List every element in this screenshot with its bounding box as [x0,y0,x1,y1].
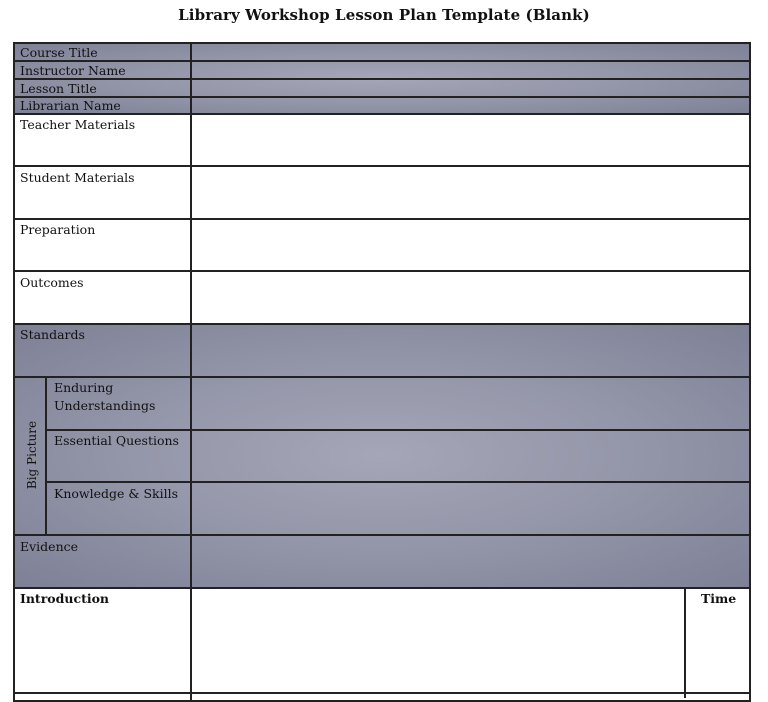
enduring-label-line1: Enduring [54,380,114,395]
course-title-label: Course Title [20,45,98,60]
essential-questions-label: Essential Questions [54,433,179,448]
form-frame [13,42,751,702]
row-divider [13,165,751,167]
row-divider [13,218,751,220]
row-divider [13,60,751,62]
time-label: Time [701,591,737,606]
preparation-label: Preparation [20,222,96,237]
row-divider [13,270,751,272]
column-divider [45,377,47,535]
enduring-label-line2: Understandings [54,398,156,413]
column-divider [190,42,192,702]
column-divider [684,588,686,698]
row-divider [46,481,751,483]
student-materials-label: Student Materials [20,170,135,185]
row-divider [46,429,751,431]
row-divider [13,113,751,115]
row-divider [13,587,751,589]
outcomes-label: Outcomes [20,275,84,290]
row-divider [13,692,751,694]
instructor-name-label: Instructor Name [20,63,126,78]
row-divider [13,323,751,325]
lesson-title-label: Lesson Title [20,81,97,96]
big-picture-label: Big Picture [25,420,39,490]
librarian-name-label: Librarian Name [20,98,121,113]
row-divider [13,376,751,378]
evidence-label: Evidence [20,539,79,554]
teacher-materials-label: Teacher Materials [20,117,136,132]
row-divider [13,96,751,98]
standards-label: Standards [20,327,85,342]
introduction-label: Introduction [20,591,110,606]
row-divider [13,78,751,80]
page-title: Library Workshop Lesson Plan Template (Blank) [178,6,590,24]
row-divider [13,534,751,536]
knowledge-skills-label: Knowledge & Skills [54,486,179,501]
